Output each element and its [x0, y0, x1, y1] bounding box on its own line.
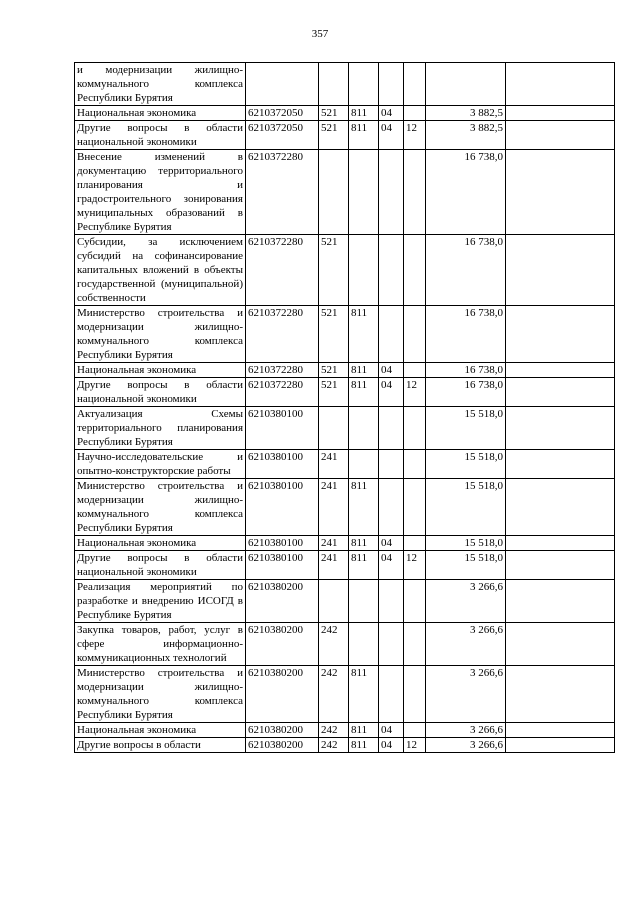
cell-expense-type: 241: [319, 551, 349, 580]
cell-section: 04: [379, 536, 404, 551]
cell-administrator: 811: [349, 121, 379, 150]
cell-expense-type: 241: [319, 536, 349, 551]
table-row: [75, 121, 615, 150]
cell-empty: [506, 63, 615, 106]
cell-empty: [506, 306, 615, 363]
cell-section: 04: [379, 723, 404, 738]
cell-section: [379, 306, 404, 363]
cell-amount: 15 518,0: [426, 479, 506, 536]
cell-target-article: 6210380200: [246, 666, 319, 723]
cell-section: 04: [379, 738, 404, 753]
cell-subsection: [404, 235, 426, 306]
cell-empty: [506, 378, 615, 407]
cell-amount: 3 266,6: [426, 580, 506, 623]
cell-section: 04: [379, 378, 404, 407]
cell-section: [379, 479, 404, 536]
cell-amount: 16 738,0: [426, 363, 506, 378]
cell-expense-type: 521: [319, 121, 349, 150]
cell-subsection: [404, 580, 426, 623]
cell-administrator: 811: [349, 306, 379, 363]
cell-section: 04: [379, 551, 404, 580]
cell-name: Министерство строительства и модернизации жилищно-коммунального комплекса Республики Бурятия: [75, 479, 246, 536]
cell-target-article: 6210372280: [246, 378, 319, 407]
table-row: [75, 738, 615, 753]
cell-subsection: [404, 536, 426, 551]
table-row: [75, 363, 615, 378]
cell-empty: [506, 536, 615, 551]
table-row: [75, 580, 615, 623]
cell-empty: [506, 450, 615, 479]
cell-amount: 3 266,6: [426, 723, 506, 738]
cell-amount: 3 882,5: [426, 121, 506, 150]
cell-target-article: 6210372050: [246, 106, 319, 121]
cell-section: [379, 235, 404, 306]
cell-expense-type: [319, 407, 349, 450]
cell-amount: 3 882,5: [426, 106, 506, 121]
cell-amount: 3 266,6: [426, 738, 506, 753]
cell-amount: 3 266,6: [426, 666, 506, 723]
cell-name: и модернизации жилищно-коммунального комплекса Республики Бурятия: [75, 63, 246, 106]
cell-amount: 15 518,0: [426, 536, 506, 551]
cell-empty: [506, 121, 615, 150]
cell-section: 04: [379, 363, 404, 378]
cell-empty: [506, 551, 615, 580]
cell-target-article: 6210380100: [246, 407, 319, 450]
table-row: [75, 551, 615, 580]
cell-expense-type: 242: [319, 623, 349, 666]
table-row: [75, 479, 615, 536]
cell-expense-type: 241: [319, 479, 349, 536]
cell-name: Национальная экономика: [75, 536, 246, 551]
cell-name: Национальная экономика: [75, 106, 246, 121]
cell-target-article: 6210380100: [246, 479, 319, 536]
budget-table-body: [75, 63, 615, 753]
cell-name: Другие вопросы в области национальной экономики: [75, 121, 246, 150]
table-row: [75, 723, 615, 738]
cell-administrator: 811: [349, 738, 379, 753]
cell-administrator: 811: [349, 551, 379, 580]
cell-subsection: 12: [404, 121, 426, 150]
cell-target-article: 6210372280: [246, 363, 319, 378]
cell-empty: [506, 723, 615, 738]
cell-subsection: [404, 623, 426, 666]
cell-administrator: 811: [349, 536, 379, 551]
cell-administrator: [349, 63, 379, 106]
cell-name: Другие вопросы в области: [75, 738, 246, 753]
cell-empty: [506, 738, 615, 753]
table-row: [75, 378, 615, 407]
cell-name: Национальная экономика: [75, 723, 246, 738]
table-row: [75, 536, 615, 551]
cell-subsection: [404, 363, 426, 378]
cell-expense-type: [319, 63, 349, 106]
cell-name: Внесение изменений в документацию территориального планирования и градостроительного зонирования муниципальных образований в Республике Бурятия: [75, 150, 246, 235]
cell-amount: 15 518,0: [426, 551, 506, 580]
cell-administrator: 811: [349, 666, 379, 723]
cell-target-article: 6210372280: [246, 235, 319, 306]
cell-section: 04: [379, 106, 404, 121]
cell-subsection: [404, 666, 426, 723]
cell-section: [379, 150, 404, 235]
cell-subsection: [404, 106, 426, 121]
cell-expense-type: 521: [319, 378, 349, 407]
cell-section: [379, 623, 404, 666]
cell-administrator: [349, 407, 379, 450]
table-row: [75, 63, 615, 106]
cell-section: [379, 666, 404, 723]
cell-empty: [506, 407, 615, 450]
cell-amount: 15 518,0: [426, 407, 506, 450]
cell-expense-type: 242: [319, 738, 349, 753]
cell-subsection: [404, 306, 426, 363]
cell-target-article: [246, 63, 319, 106]
cell-administrator: [349, 623, 379, 666]
cell-target-article: 6210372050: [246, 121, 319, 150]
cell-subsection: 12: [404, 551, 426, 580]
cell-target-article: 6210372280: [246, 306, 319, 363]
cell-expense-type: 521: [319, 106, 349, 121]
table-row: [75, 106, 615, 121]
cell-section: [379, 63, 404, 106]
page-number: 357: [311, 28, 329, 40]
cell-empty: [506, 235, 615, 306]
cell-administrator: 811: [349, 363, 379, 378]
cell-target-article: 6210380200: [246, 723, 319, 738]
cell-subsection: 12: [404, 738, 426, 753]
cell-administrator: [349, 235, 379, 306]
cell-section: [379, 450, 404, 479]
cell-name: Субсидии, за исключением субсидий на софинансирование капитальных вложений в объекты государственной (муниципальной) собственности: [75, 235, 246, 306]
cell-subsection: [404, 450, 426, 479]
cell-expense-type: 242: [319, 723, 349, 738]
cell-name: Национальная экономика: [75, 363, 246, 378]
cell-administrator: 811: [349, 479, 379, 536]
cell-name: Министерство строительства и модернизации жилищно-коммунального комплекса Республики Бурятия: [75, 306, 246, 363]
cell-empty: [506, 150, 615, 235]
table-row: [75, 150, 615, 235]
cell-amount: 16 738,0: [426, 306, 506, 363]
table-row: [75, 407, 615, 450]
cell-name: Министерство строительства и модернизации жилищно-коммунального комплекса Республики Бурятия: [75, 666, 246, 723]
cell-target-article: 6210380200: [246, 738, 319, 753]
cell-subsection: [404, 150, 426, 235]
cell-expense-type: 242: [319, 666, 349, 723]
cell-target-article: 6210372280: [246, 150, 319, 235]
table-row: [75, 666, 615, 723]
cell-administrator: 811: [349, 106, 379, 121]
cell-name: Научно-исследовательские и опытно-конструкторские работы: [75, 450, 246, 479]
cell-amount: 3 266,6: [426, 623, 506, 666]
cell-name: Другие вопросы в области национальной экономики: [75, 551, 246, 580]
cell-subsection: [404, 479, 426, 536]
cell-empty: [506, 479, 615, 536]
cell-name: Реализация мероприятий по разработке и внедрению ИСОГД в Республике Бурятия: [75, 580, 246, 623]
cell-section: [379, 407, 404, 450]
cell-section: 04: [379, 121, 404, 150]
cell-amount: 15 518,0: [426, 450, 506, 479]
cell-name: Другие вопросы в области национальной экономики: [75, 378, 246, 407]
cell-administrator: 811: [349, 378, 379, 407]
table-row: [75, 623, 615, 666]
cell-target-article: 6210380200: [246, 580, 319, 623]
cell-administrator: 811: [349, 723, 379, 738]
cell-expense-type: 521: [319, 306, 349, 363]
cell-target-article: 6210380200: [246, 623, 319, 666]
cell-expense-type: 521: [319, 235, 349, 306]
cell-subsection: [404, 723, 426, 738]
cell-target-article: 6210380100: [246, 551, 319, 580]
cell-section: [379, 580, 404, 623]
cell-administrator: [349, 450, 379, 479]
table-row: [75, 235, 615, 306]
cell-name: Актуализация Схемы территориального планирования Республики Бурятия: [75, 407, 246, 450]
cell-expense-type: 521: [319, 363, 349, 378]
cell-empty: [506, 666, 615, 723]
table-row: [75, 450, 615, 479]
cell-target-article: 6210380100: [246, 450, 319, 479]
cell-empty: [506, 623, 615, 666]
cell-name: Закупка товаров, работ, услуг в сфере информационно-коммуникационных технологий: [75, 623, 246, 666]
cell-empty: [506, 363, 615, 378]
cell-subsection: [404, 63, 426, 106]
cell-administrator: [349, 580, 379, 623]
cell-amount: 16 738,0: [426, 378, 506, 407]
cell-amount: 16 738,0: [426, 150, 506, 235]
cell-subsection: [404, 407, 426, 450]
cell-expense-type: 241: [319, 450, 349, 479]
cell-target-article: 6210380100: [246, 536, 319, 551]
cell-empty: [506, 106, 615, 121]
cell-expense-type: [319, 150, 349, 235]
cell-expense-type: [319, 580, 349, 623]
cell-subsection: 12: [404, 378, 426, 407]
cell-empty: [506, 580, 615, 623]
cell-amount: [426, 63, 506, 106]
budget-table: [74, 62, 615, 753]
cell-administrator: [349, 150, 379, 235]
table-row: [75, 306, 615, 363]
cell-amount: 16 738,0: [426, 235, 506, 306]
